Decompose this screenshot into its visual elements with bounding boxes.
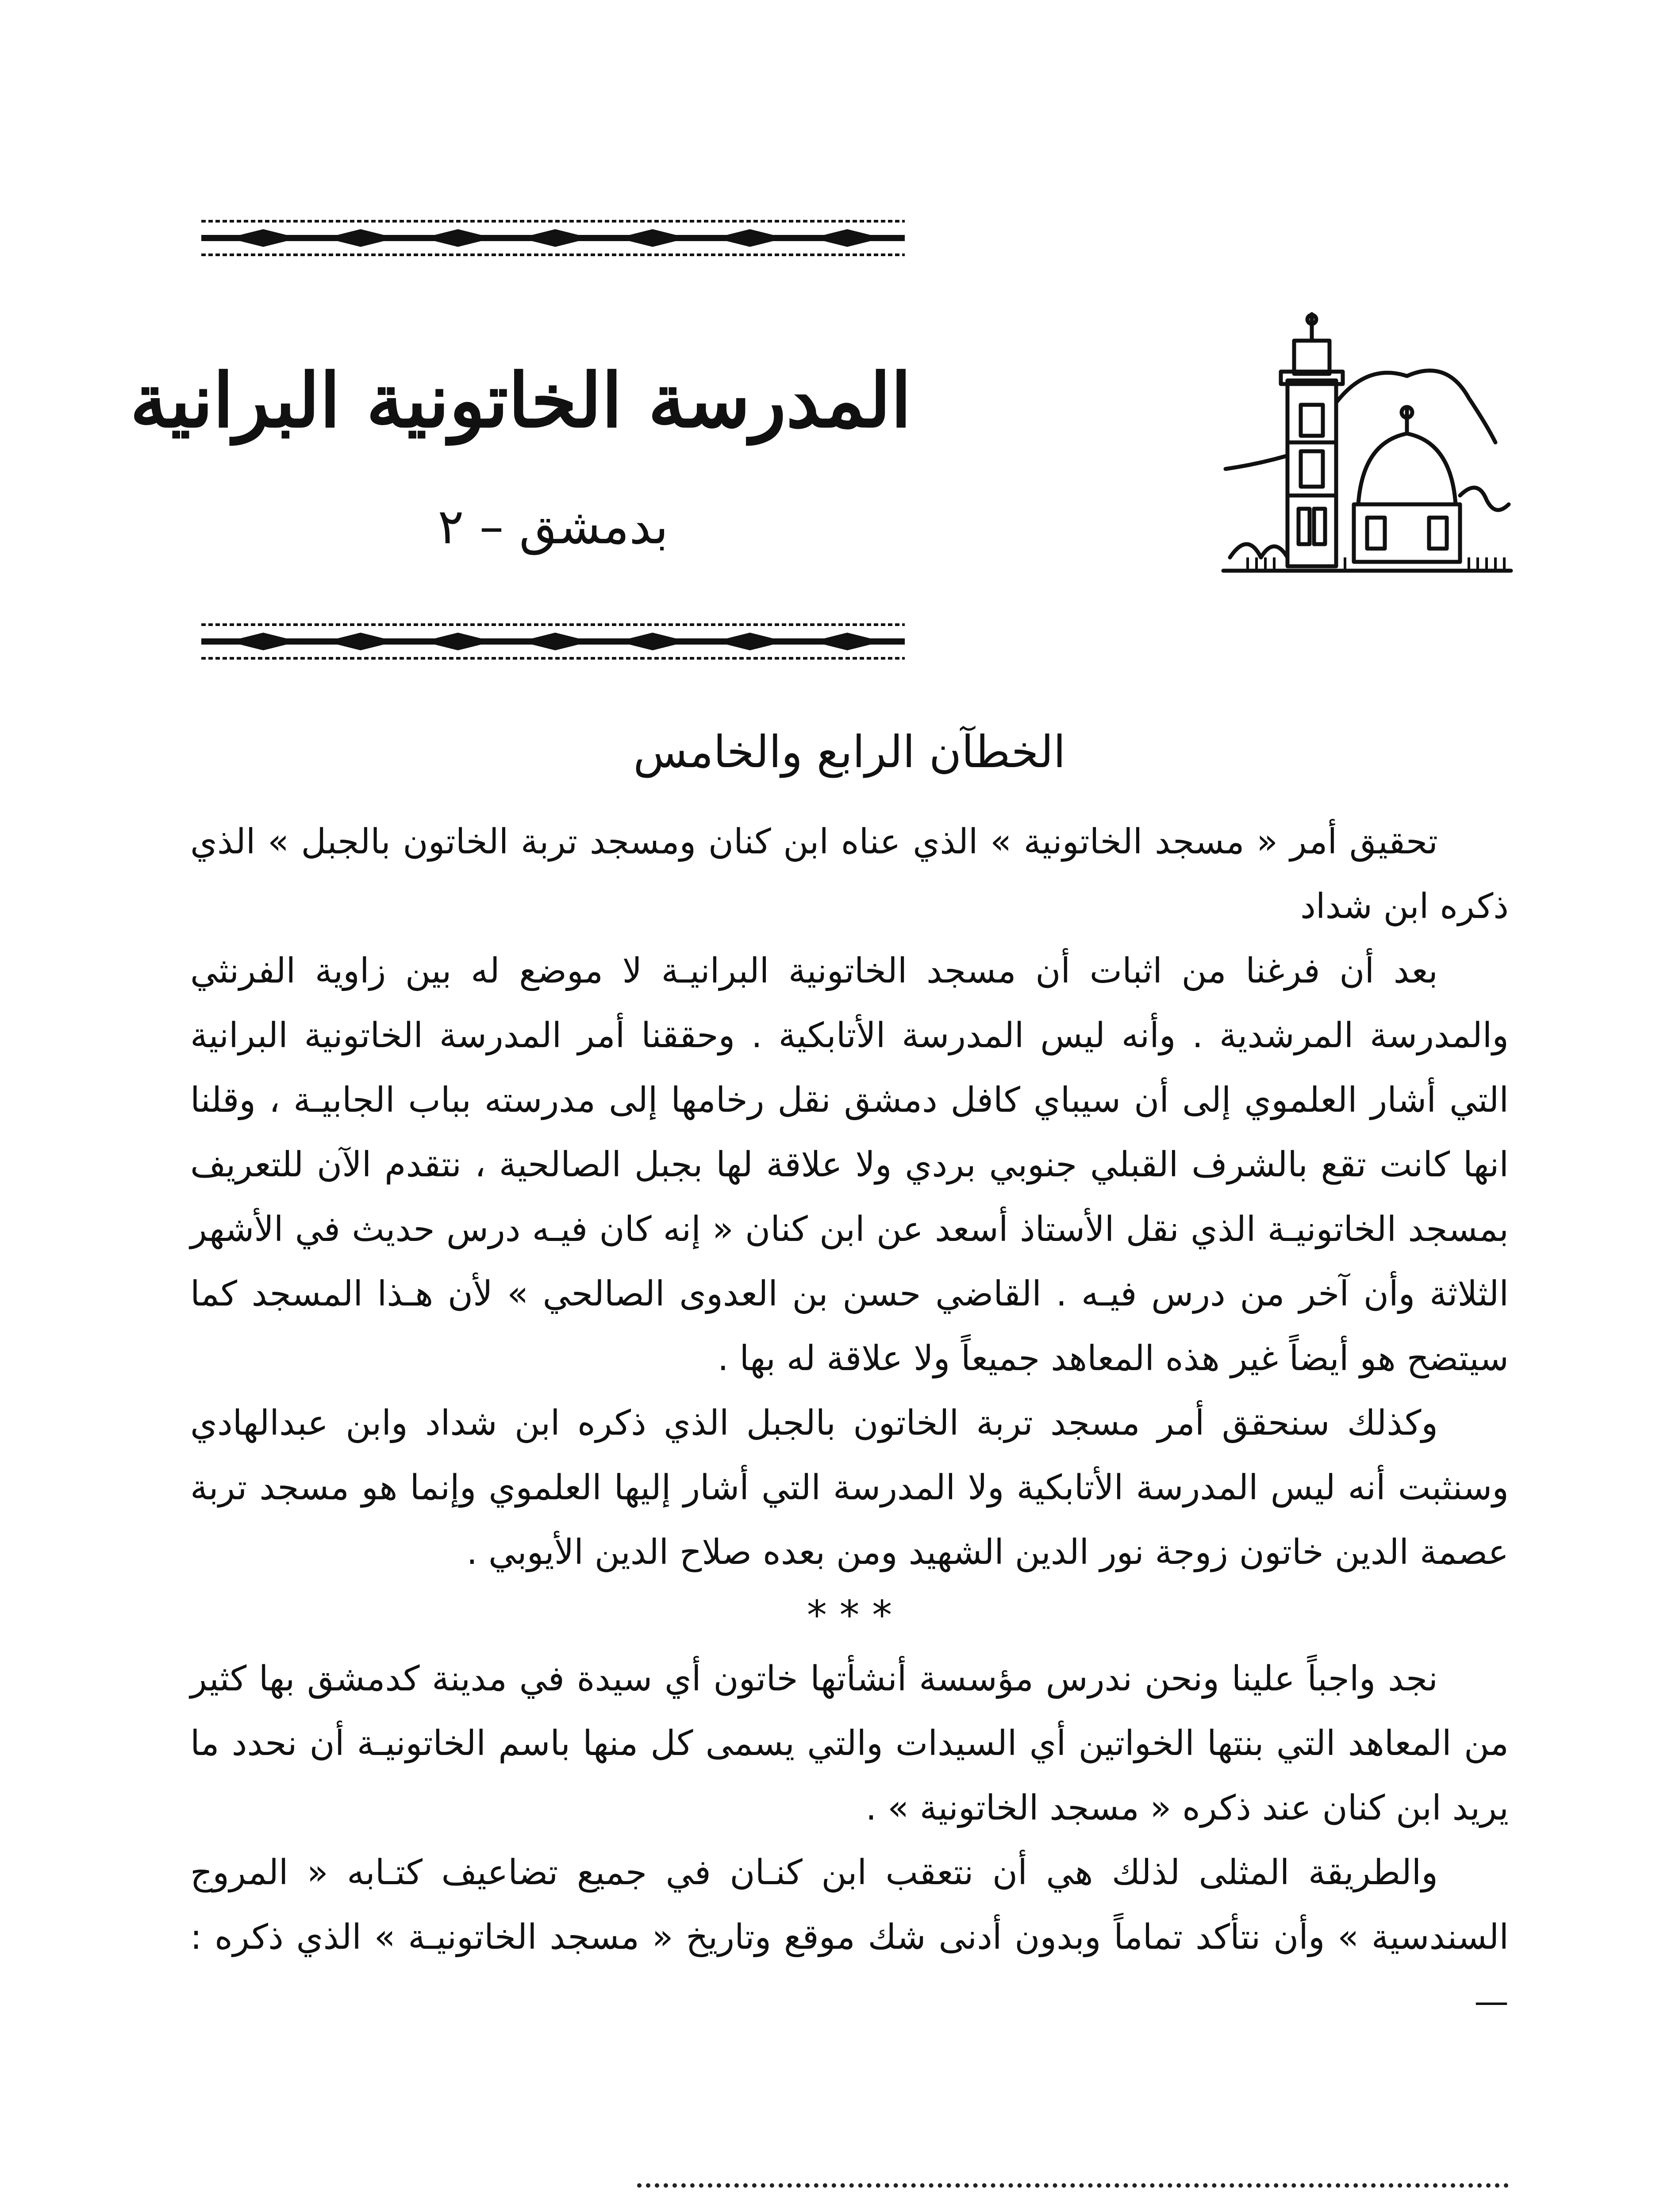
paragraph: وكذلك سنحقق أمر مسجد تربة الخاتون بالجبل الذي ذكره ابن شداد وابن عبدالهادي وسنثبت أنه ليس المدرسة الأتابكية ولا المدرسة التي أشار إليها العلموي وإنما هو مسجد تربة عصمة الدين خاتون زوجة نور الدين الشهيد ومن بعده صلاح الدين الأيوبي . bbox=[190, 1403, 1509, 1572]
ornamental-rule-top bbox=[201, 216, 905, 260]
ornamental-rule-bottom bbox=[201, 619, 905, 664]
footnote-divider bbox=[637, 2183, 1509, 2188]
section-heading: الخطآن الرابع والخامس bbox=[633, 726, 1066, 778]
paragraph: تحقيق أمر « مسجد الخاتونية » الذي عناه ابن كنان ومسجد تربة الخاتون بالجبل » الذي ذكره ابن شداد bbox=[190, 822, 1509, 926]
footnote bbox=[637, 2205, 1509, 2212]
mosque-minaret-dome-icon bbox=[1221, 310, 1513, 593]
paragraph: بعد أن فرغنا من اثبات أن مسجد الخاتونية البرانيـة لا موضع له بين زاوية الفرنثي والمدرسة المرشدية . وأنه ليس المدرسة الأتابكية . وحققنا أمر المدرسة الخاتونية البرانية التي أشار العلموي إلى أن سيباي كافل دمشق نقل رخامها إلى مدرسته بباب الجابيـة ، وقلنا انها كانت تقع بالشرف القبلي جنوبي بردي ولا علاقة لها بجبل الصالحية ، نتقدم الآن للتعريف بمسجد الخاتونيـة الذي نقل الأستاذ أسعد عن ابن كنان « إنه كان فيـه درس حديث في الأشهر الثلاثة وأن آخر من درس فيـه . القاضي حسن بن العدوى الصالحي » لأن هـذا المسجد كما سيتضح هو أيضاً غير هذه المعاهد جميعاً ولا علاقة له بها . bbox=[190, 951, 1509, 1379]
paragraph: نجد واجباً علينا ونحن ندرس مؤسسة أنشأتها خاتون أي سيدة في مدينة كدمشق بها كثير من المعاهد التي بنتها الخواتين أي السيدات والتي يسمى كل منها باسم الخاتونيـة أن نحدد ما يريد ابن كنان عند ذكره « مسجد الخاتونية » . bbox=[190, 1659, 1509, 1828]
article-body bbox=[190, 708, 1509, 2034]
article-title: المدرسة الخاتونية البرانية bbox=[130, 357, 911, 444]
paragraph: والطريقة المثلى لذلك هي أن نتعقب ابن كنـان في جميع تضاعيف كتـابه « المروج السندسية » وأن نتأكد تماماً وبدون أدنى شك موقع وتاريخ « مسجد الخاتونيـة » الذي ذكره : — bbox=[190, 1853, 1509, 2022]
section-separator: * * * bbox=[807, 1592, 892, 1639]
article-subtitle: بدمشق – ٢ bbox=[438, 498, 669, 555]
